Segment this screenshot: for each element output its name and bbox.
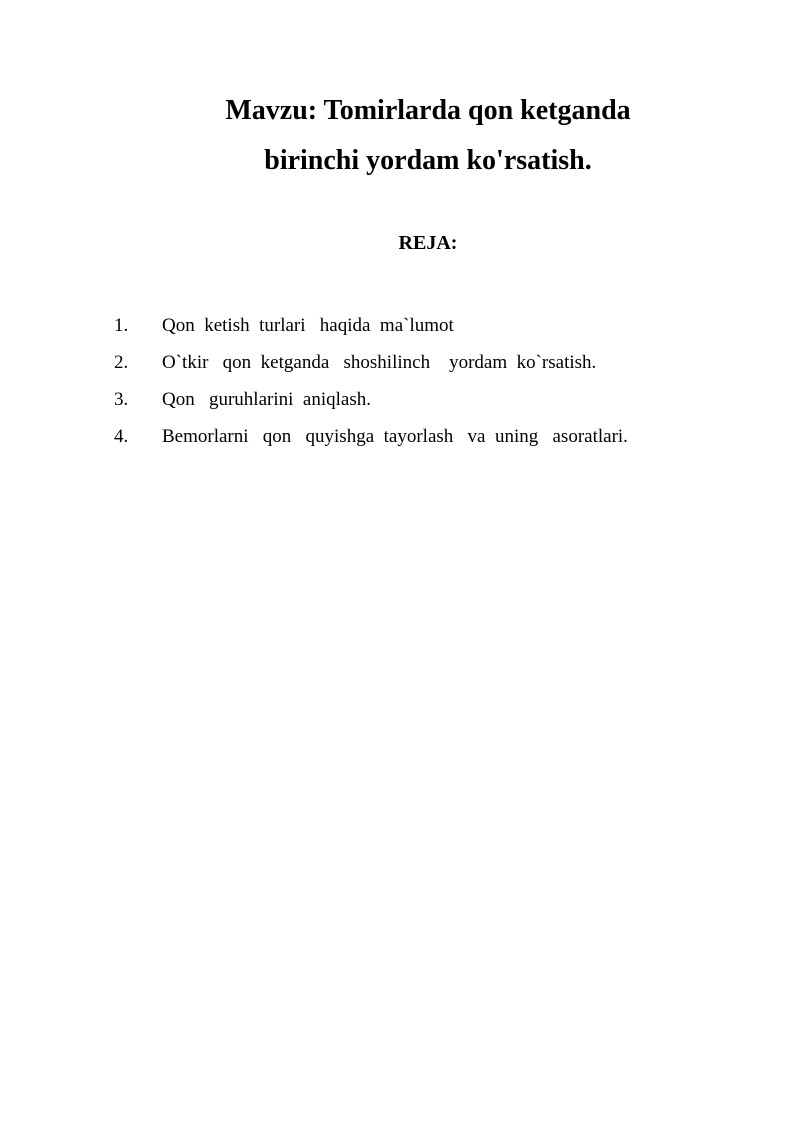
document-title-line-1: Mavzu: Tomirlarda qon ketganda [225, 95, 631, 126]
plan-item-text: Qon ketish turlari haqida ma`lumot [162, 315, 454, 336]
plan-item-text: Qon guruhlarini aniqlash. [162, 389, 371, 410]
plan-list [114, 314, 628, 462]
plan-item-1 [114, 314, 454, 351]
plan-item-text: Bemorlarni qon quyishga tayorlash va uning asoratlari. [162, 426, 628, 447]
document-title-line-2: birinchi yordam ko'rsatish. [264, 145, 592, 176]
plan-item-3 [114, 388, 371, 425]
plan-item-4 [114, 425, 628, 462]
plan-item-number: 4. [114, 426, 129, 447]
plan-item-number: 3. [114, 389, 129, 410]
plan-heading: REJA: [398, 232, 458, 254]
plan-item-2 [114, 351, 597, 388]
plan-item-number: 2. [114, 352, 129, 373]
plan-item-number: 1. [114, 315, 129, 336]
plan-item-text: O`tkir qon ketganda shoshilinch yordam ko`rsatish. [162, 352, 597, 373]
